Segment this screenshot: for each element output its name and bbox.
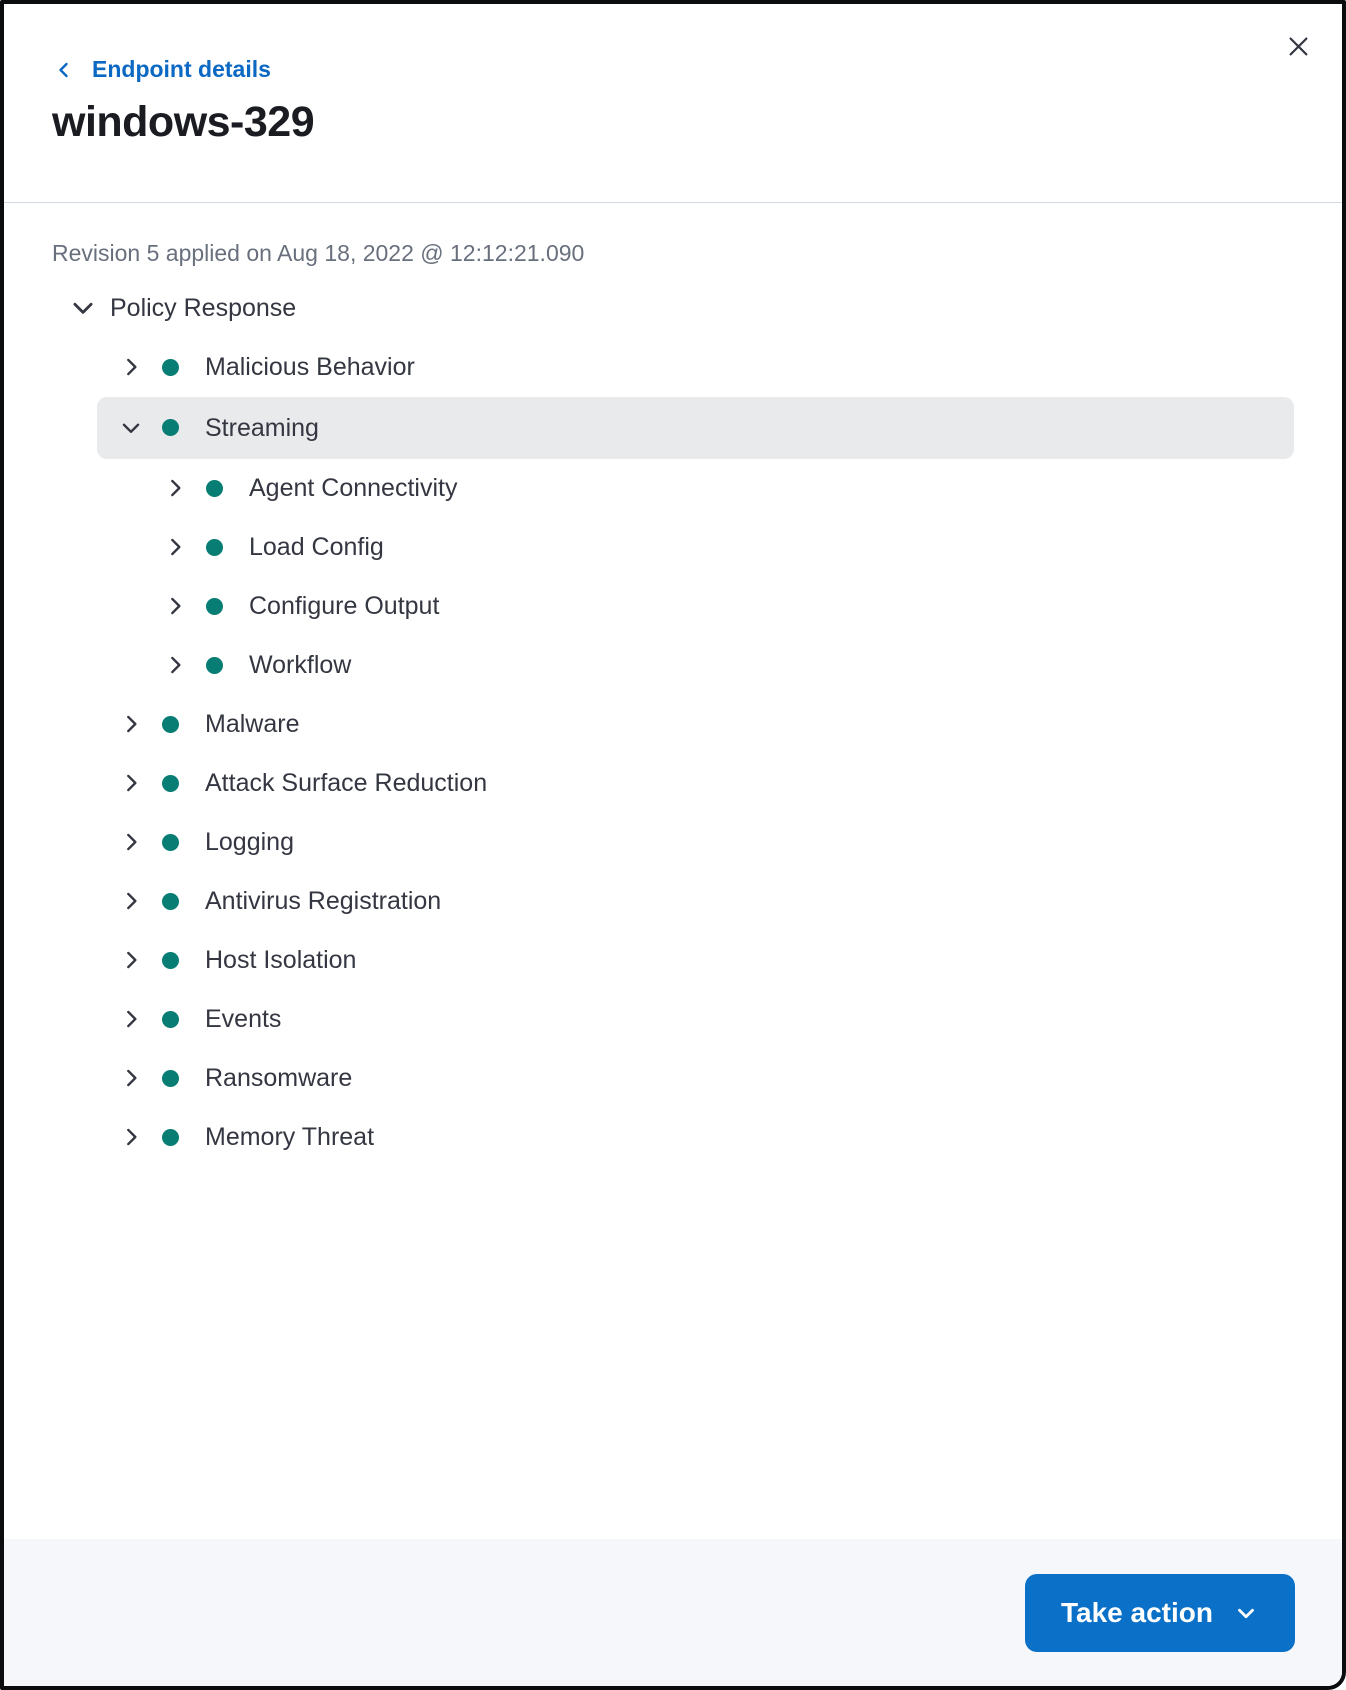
tree-item-malware[interactable] [97, 695, 1294, 754]
chevron-right-icon[interactable] [116, 709, 146, 739]
tree-item-workflow[interactable] [97, 636, 1294, 695]
tree-item-policy-response[interactable] [52, 279, 1294, 338]
tree-item-logging[interactable] [97, 813, 1294, 872]
tree-item-memory-threat[interactable] [97, 1108, 1294, 1167]
take-action-button[interactable] [1025, 1574, 1295, 1652]
status-dot [206, 480, 223, 497]
revision-status-text: Revision 5 applied on Aug 18, 2022 @ 12:12:21.090 [52, 239, 585, 266]
back-link-label: Endpoint details [92, 56, 271, 82]
chevron-right-icon[interactable] [116, 945, 146, 975]
status-dot [162, 952, 179, 969]
status-dot [162, 834, 179, 851]
tree-item-label: Agent Connectivity [249, 474, 458, 503]
status-dot [206, 657, 223, 674]
chevron-right-icon[interactable] [116, 1063, 146, 1093]
tree-item-label: Attack Surface Reduction [205, 769, 488, 798]
status-dot [162, 775, 179, 792]
tree-item-configure-output[interactable] [97, 577, 1294, 636]
take-action-label: Take action [1061, 1596, 1213, 1628]
tree-item-label: Events [205, 1005, 282, 1034]
tree-item-ransomware[interactable] [97, 1049, 1294, 1108]
chevron-down-icon[interactable] [68, 293, 98, 323]
tree-item-antivirus-registration[interactable] [97, 872, 1294, 931]
tree-item-label: Load Config [249, 533, 384, 562]
status-dot [162, 1070, 179, 1087]
status-dot [162, 716, 179, 733]
chevron-left-icon [52, 58, 76, 82]
page-title: windows-329 [52, 97, 315, 146]
close-button[interactable] [1278, 26, 1318, 66]
chevron-right-icon[interactable] [116, 1122, 146, 1152]
tree-item-label: Streaming [205, 413, 319, 442]
chevron-down-icon[interactable] [116, 413, 146, 443]
chevron-right-icon[interactable] [160, 473, 190, 503]
flyout-body [4, 203, 1342, 1539]
chevron-down-icon [1233, 1600, 1259, 1626]
tree-item-agent-connectivity[interactable] [97, 459, 1294, 518]
tree-item-label: Malware [205, 710, 300, 739]
status-dot [162, 359, 179, 376]
tree-item-host-isolation[interactable] [97, 931, 1294, 990]
status-dot [162, 893, 179, 910]
tree-item-label: Ransomware [205, 1064, 353, 1093]
chevron-right-icon[interactable] [116, 352, 146, 382]
tree-item-label: Configure Output [249, 592, 440, 621]
tree-item-label: Memory Threat [205, 1123, 375, 1152]
tree-item-label: Workflow [249, 651, 352, 680]
flyout-header [4, 4, 1342, 203]
status-dot [206, 539, 223, 556]
flyout-footer [4, 1539, 1342, 1686]
close-icon [1285, 33, 1312, 60]
status-dot [162, 1129, 179, 1146]
status-dot [162, 419, 179, 436]
chevron-right-icon[interactable] [116, 1004, 146, 1034]
chevron-right-icon[interactable] [160, 591, 190, 621]
tree-item-load-config[interactable] [97, 518, 1294, 577]
tree-item-label: Antivirus Registration [205, 887, 442, 916]
tree-item-attack-surface-reduction[interactable] [97, 754, 1294, 813]
tree-item-label: Host Isolation [205, 946, 357, 975]
status-dot [162, 1011, 179, 1028]
chevron-right-icon[interactable] [116, 827, 146, 857]
chevron-right-icon[interactable] [116, 768, 146, 798]
tree-item-streaming[interactable] [97, 397, 1294, 459]
policy-response-tree [52, 279, 1294, 1167]
tree-item-label: Policy Response [110, 294, 297, 323]
tree-item-label: Logging [205, 828, 294, 857]
tree-item-label: Malicious Behavior [205, 353, 415, 382]
chevron-right-icon[interactable] [116, 886, 146, 916]
tree-item-malicious-behavior[interactable] [97, 338, 1294, 397]
tree-item-events[interactable] [97, 990, 1294, 1049]
endpoint-details-back-link[interactable] [52, 56, 271, 83]
chevron-right-icon[interactable] [160, 650, 190, 680]
status-dot [206, 598, 223, 615]
chevron-right-icon[interactable] [160, 532, 190, 562]
